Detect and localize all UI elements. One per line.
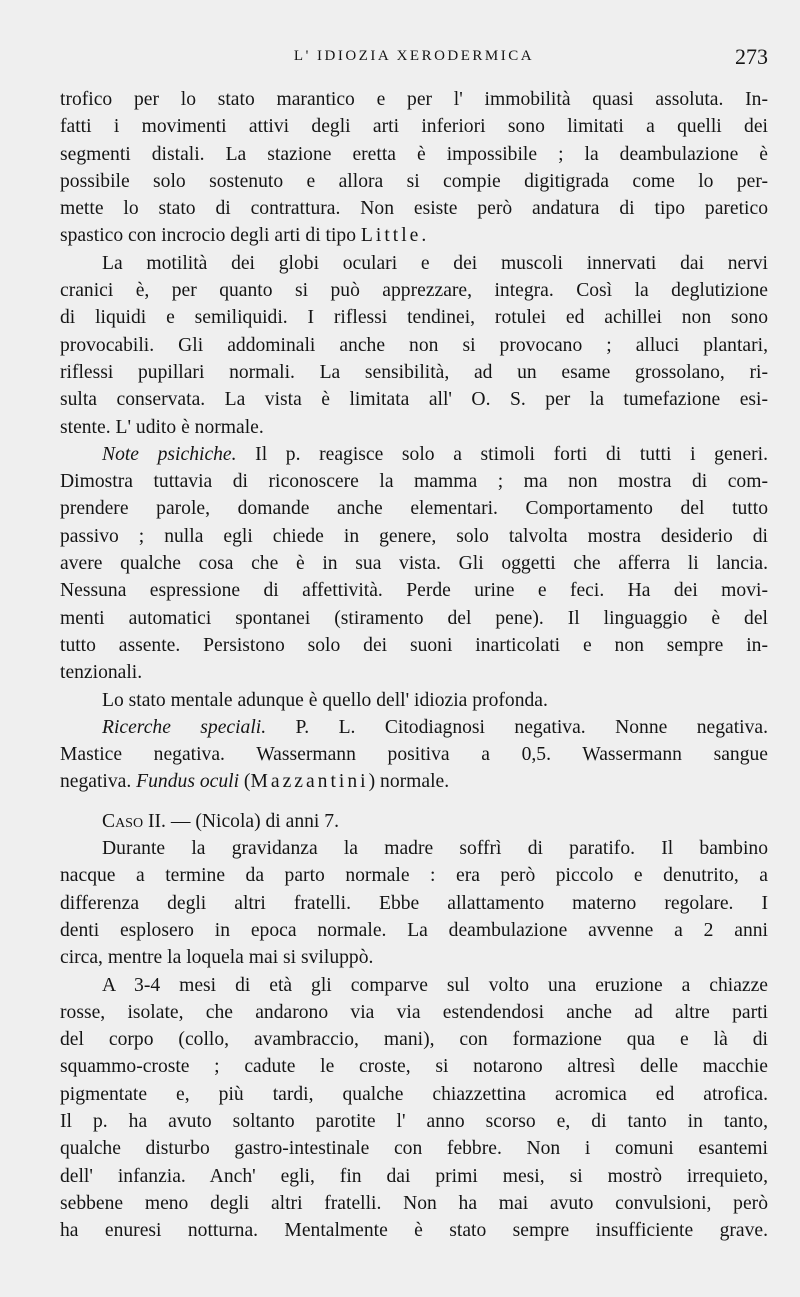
author-name-mazzantini: Mazzantini (250, 771, 369, 793)
text-line: del corpo (collo, avambraccio, mani), con formazione qua e là di (60, 1029, 768, 1051)
text-line: fatti i movimenti attivi degli arti inferiori sono limitati a quelli dei (60, 116, 768, 138)
text-line: provocabili. Gli addominali anche non si provocano ; alluci plantari, (60, 334, 768, 356)
text-line: riflessi pupillari normali. La sensibilità, ad un esame grossolano, ri- (60, 361, 768, 383)
text-line (60, 222, 768, 249)
text-line: prendere parole, domande anche elementari. Comportamento del tutto (60, 498, 768, 520)
text-line: Il p. ha avuto soltanto parotite l' anno scorso e, di tanto in tanto, (60, 1110, 768, 1132)
text-line: trofico per lo stato marantico e per l' immobilità quasi assoluta. In- (60, 89, 768, 110)
text-fragment: spastico con incrocio degli arti di tipo (60, 225, 357, 247)
paragraph-gap (60, 796, 768, 808)
text-line: Mastice negativa. Wassermann positiva a 0,5. Wassermann sangue (60, 744, 768, 766)
text-fragment: ) normale. (368, 771, 450, 793)
author-name-little: Little (360, 225, 422, 247)
text-fragment: ( (239, 771, 251, 793)
text-line: La motilità dei globi oculari e dei muscoli innervati dai nervi (102, 252, 768, 274)
text-line: passivo ; nulla egli chiede in genere, solo talvolta mostra desiderio di (60, 525, 768, 547)
text-line: qualche disturbo gastro-intestinale con febbre. Non i comuni esantemi (60, 1138, 768, 1160)
body-text (60, 86, 768, 1244)
section-label-ricerche-speciali: Ricerche speciali. (102, 716, 267, 738)
running-head (60, 44, 768, 74)
text-line: circa, mentre la loquela mai si sviluppò. (60, 947, 374, 969)
text-line: cranici è, per quanto si può apprezzare, integra. Così la deglutizione (60, 280, 768, 302)
text-line: Nessuna espressione di affettività. Perde urine e feci. Ha dei movi- (60, 580, 768, 602)
text-line: avere qualche cosa che è in sua vista. Gli oggetti che afferra li lancia. (60, 553, 768, 575)
text-line: squammo-croste ; cadute le croste, si notarono altresì delle macchie (60, 1056, 768, 1078)
text-line: differenza degli altri fratelli. Ebbe allattamento materno regolare. I (60, 892, 768, 914)
text-line: denti esplosero in epoca normale. La deambulazione avvenne a 2 anni (60, 919, 768, 941)
text-line: stente. L' udito è normale. (60, 416, 264, 438)
text-line: possibile solo sostenuto e allora si compie digitigrada come lo per- (60, 170, 768, 192)
running-title: L' IDIOZIA XERODERMICA (293, 48, 535, 64)
text-line (60, 714, 768, 741)
text-line: nacque a termine da parto normale : era però piccolo e denutrito, a (60, 865, 768, 887)
text-line: sebbene meno degli altri fratelli. Non ha mai avuto convulsioni, però (60, 1192, 768, 1214)
text-fragment: negativa. (60, 771, 137, 793)
text-line (60, 768, 768, 795)
text-line: mette lo stato di contrattura. Non esiste però andatura di tipo paretico (60, 198, 768, 220)
italic-term: Fundus oculi (136, 771, 240, 793)
text-line: rosse, isolate, che andarono via via estendendosi anche ad altre parti (60, 1001, 768, 1023)
text-line: tutto assente. Persistono solo dei suoni inarticolati e non sempre in- (60, 634, 768, 656)
text-fragment: — (Nicola) di anni 7. (165, 810, 339, 832)
text-line: Durante la gravidanza la madre soffrì di paratifo. Il bambino (102, 838, 768, 860)
text-line: A 3-4 mesi di età gli comparve sul volto una eruzione a chiazze (102, 974, 768, 996)
text-line: sulta conservata. La vista è limitata all' O. S. per la tumefazione esi- (60, 389, 768, 411)
text-fragment: . (421, 225, 427, 247)
case-heading (60, 808, 768, 835)
text-line: tenzionali. (60, 662, 143, 684)
text-fragment: Il p. reagisce solo a stimoli forti di tutti i generi. (236, 443, 769, 465)
text-line: menti automatici spontanei (stiramento del pene). Il linguaggio è del (60, 607, 768, 629)
section-label-note-psichiche: Note psichiche. (102, 443, 237, 465)
text-line: ha enuresi notturna. Mentalmente è stato sempre insufficiente grave. (60, 1220, 768, 1242)
text-fragment: P. L. Citodiagnosi negativa. Nonne negativa. (266, 716, 768, 738)
text-line: segmenti distali. La stazione eretta è impossibile ; la deambulazione è (60, 143, 768, 165)
text-line: Lo stato mentale adunque è quello dell' idiozia profonda. (102, 689, 548, 711)
text-line: pigmentate e, più tardi, qualche chiazzettina acromica ed atrofica. (60, 1083, 768, 1105)
text-line: dell' infanzia. Anch' egli, fin dai primi mesi, si mostrò irrequieto, (60, 1165, 768, 1187)
case-label: Caso II. (102, 810, 166, 832)
text-line: di liquidi e semiliquidi. I riflessi tendinei, rotulei ed achillei non sono (60, 307, 768, 329)
page-number: 273 (735, 44, 768, 69)
text-line: Dimostra tuttavia di riconoscere la mamma ; ma non mostra di com- (60, 471, 768, 493)
text-line (60, 441, 768, 468)
